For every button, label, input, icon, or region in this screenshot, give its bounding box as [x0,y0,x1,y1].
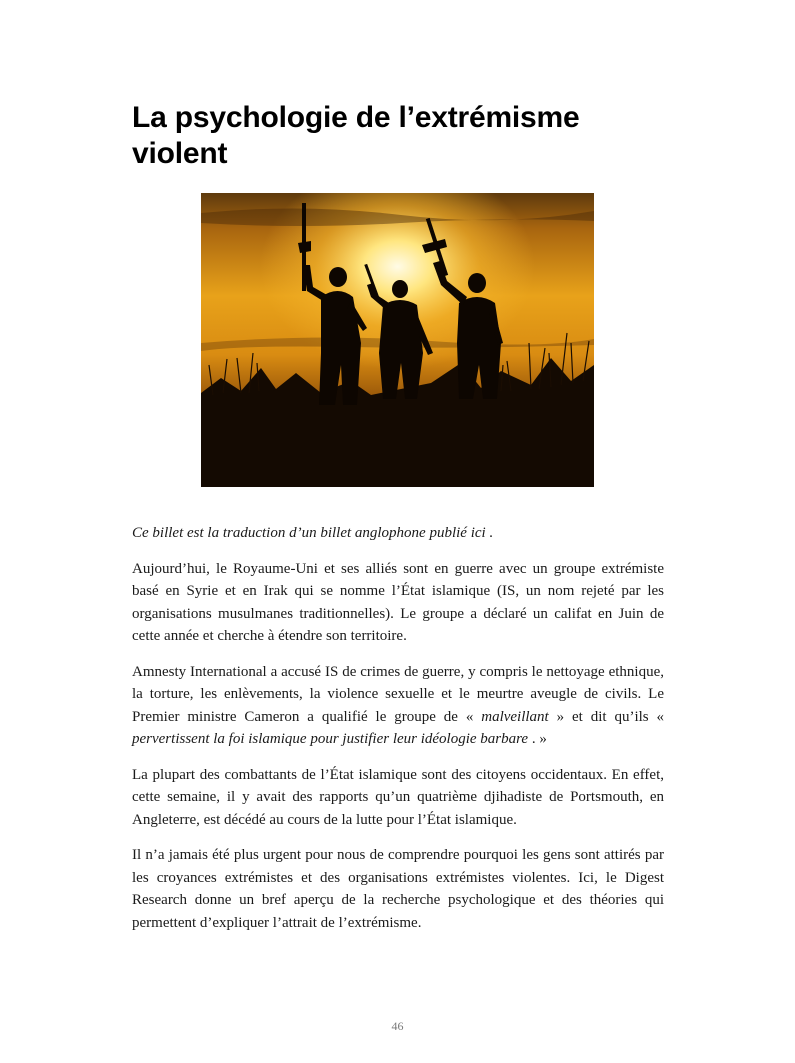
quote-malveillant: malveillant [481,708,549,725]
paragraph-2-text-2: » et dit qu’ils « [548,708,665,725]
quote-cameron: pervertissent la foi islamique pour justifier leur idéologie barbare [132,731,529,747]
paragraph-1: Aujourd’hui, le Royaume-Uni et ses alliés sont en guerre avec un groupe extrémiste basé en Syrie et en Irak qui se nomme l’État islamique (IS, un nom rejeté par les organisations musulmanes traditionnelles). Le groupe a déclaré un califat en Juin de cette année et cherche à étendre son territoire. [132,560,664,644]
page-number: 46 [391,1019,404,1033]
sunset-silhouette-image [201,193,594,487]
paragraph-4: Il n’a jamais été plus urgent pour nous de comprendre pourquoi les gens sont attirés par les croyances extrémistes et des organisations extrémistes violentes. Ici, le Digest Research donne un bref aperçu de la recherche psychologique et des théories qui permettent d’expliquer l’attrait de l’extrémisme. [132,847,664,931]
paragraph-2 [132,661,664,751]
article-body [132,522,664,947]
paragraph-2-text-1: Amnesty International a accusé IS de crimes de guerre, y compris le nettoyage ethnique, la torture, les enlèvements, la violence sexuelle et le meurtre aveugle de civils. Le Premier ministre Cameron a qualifié le groupe de « [132,663,664,725]
page-title: La psychologie de l’extrémisme violent [132,101,580,170]
paragraph-2-text-3: . » [528,731,547,747]
paragraph-3: La plupart des combattants de l’État islamique sont des citoyens occidentaux. En effet, cette semaine, il y avait des rapports qu’un quatrième djihadiste de Portsmouth, en Angleterre, est décédé au cours de la lutte pour l’État islamique. [132,766,664,828]
article-caption: Ce billet est la traduction d’un billet anglophone publié ici . [132,525,494,541]
